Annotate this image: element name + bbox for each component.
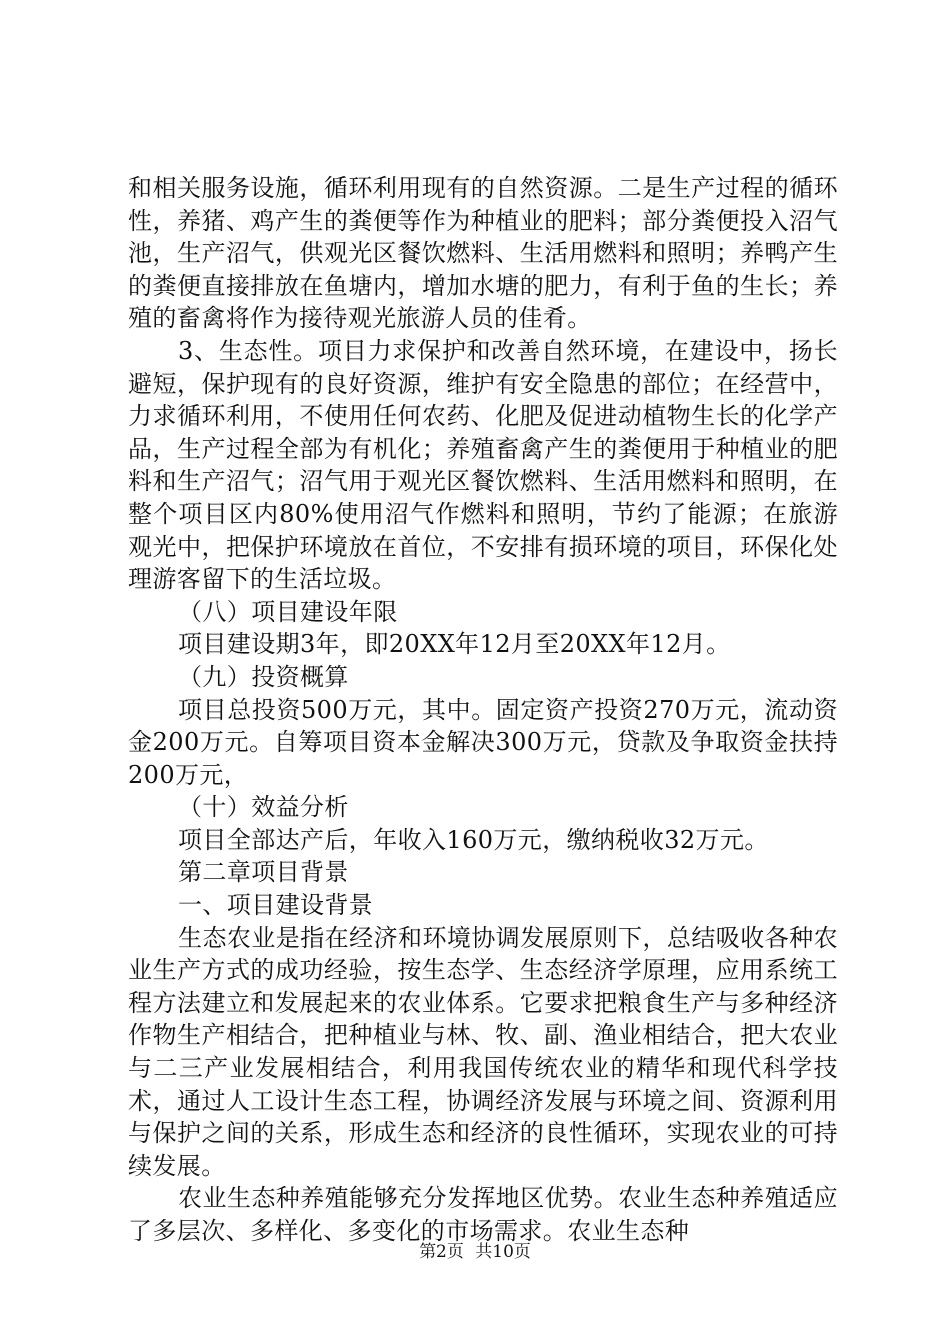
paragraph-eco-breeding: 农业生态种养殖能够充分发挥地区优势。农业生态种养殖适应了多层次、多样化、多变化的市场需求。农业生态种 — [128, 1184, 838, 1245]
page-number: 第2页 — [419, 1242, 464, 1262]
paragraph-benefit-analysis: 项目全部达产后，年收入160万元，缴纳税收32万元。 — [178, 825, 769, 854]
paragraph-ecology: 3、生态性。项目力求保护和改善自然环境，在建设中，扬长避短，保护现有的良好资源，维护有安全隐患的部位；在经营中，力求循环利用，不使用任何农药、化肥及促进动植物生长的化学产品，生产过程全部为有机化；养殖畜禽产生的粪便用于种植业的肥料和生产沼气；沼气用于观光区餐饮燃料、生活用燃料和照明，在整个项目区内80%使用沼气作燃料和照明，节约了能源；在旅游观光中，把保护环境放在首位，不安排有损环境的项目，环保化处理游客留下的生活垃圾。 — [128, 336, 838, 594]
paragraph-eco-agriculture: 生态农业是指在经济和环境协调发展原则下，总结吸收各种农业生产方式的成功经验，按生态学、生态经济学原理，应用系统工程方法建立和发展起来的农业体系。它要求把粮食生产与多种经济作物生产相结合，把种植业与林、牧、副、渔业相结合，把大农业与二三产业发展相结合，利用我国传统农业的精华和现代科学技术，通过人工设计生态工程，协调经济发展与环境之间、资源利用与保护之间的关系，形成生态和经济的良性循环，实现农业的可持续发展。 — [128, 923, 838, 1180]
heading-investment-estimate: （九）投资概算 — [178, 662, 349, 691]
page-footer — [0, 1240, 950, 1264]
document-body — [128, 172, 838, 1248]
page-total: 共10页 — [475, 1242, 531, 1262]
heading-benefit-analysis: （十）效益分析 — [178, 793, 349, 822]
paragraph-construction-period: 项目建设期3年，即20XX年12月至20XX年12月。 — [178, 630, 731, 659]
section-title: 一、项目建设背景 — [178, 891, 374, 920]
heading-construction-period: （八）项目建设年限 — [178, 597, 398, 626]
paragraph-continuation: 和相关服务设施，循环利用现有的自然资源。二是生产过程的循环性，养猪、鸡产生的粪便等作为种植业的肥料；部分粪便投入沼气池，生产沼气，供观光区餐饮燃料、生活用燃料和照明；养鸭产生的粪便直接排放在鱼塘内，增加水塘的肥力，有利于鱼的生长；养殖的畜禽将作为接待观光旅游人员的佳肴。 — [128, 174, 838, 333]
paragraph-investment-estimate: 项目总投资500万元，其中。固定资产投资270万元，流动资金200万元。自筹项目资本金解决300万元，贷款及争取资金扶持200万元， — [128, 695, 838, 789]
chapter-title: 第二章项目背景 — [178, 858, 349, 887]
